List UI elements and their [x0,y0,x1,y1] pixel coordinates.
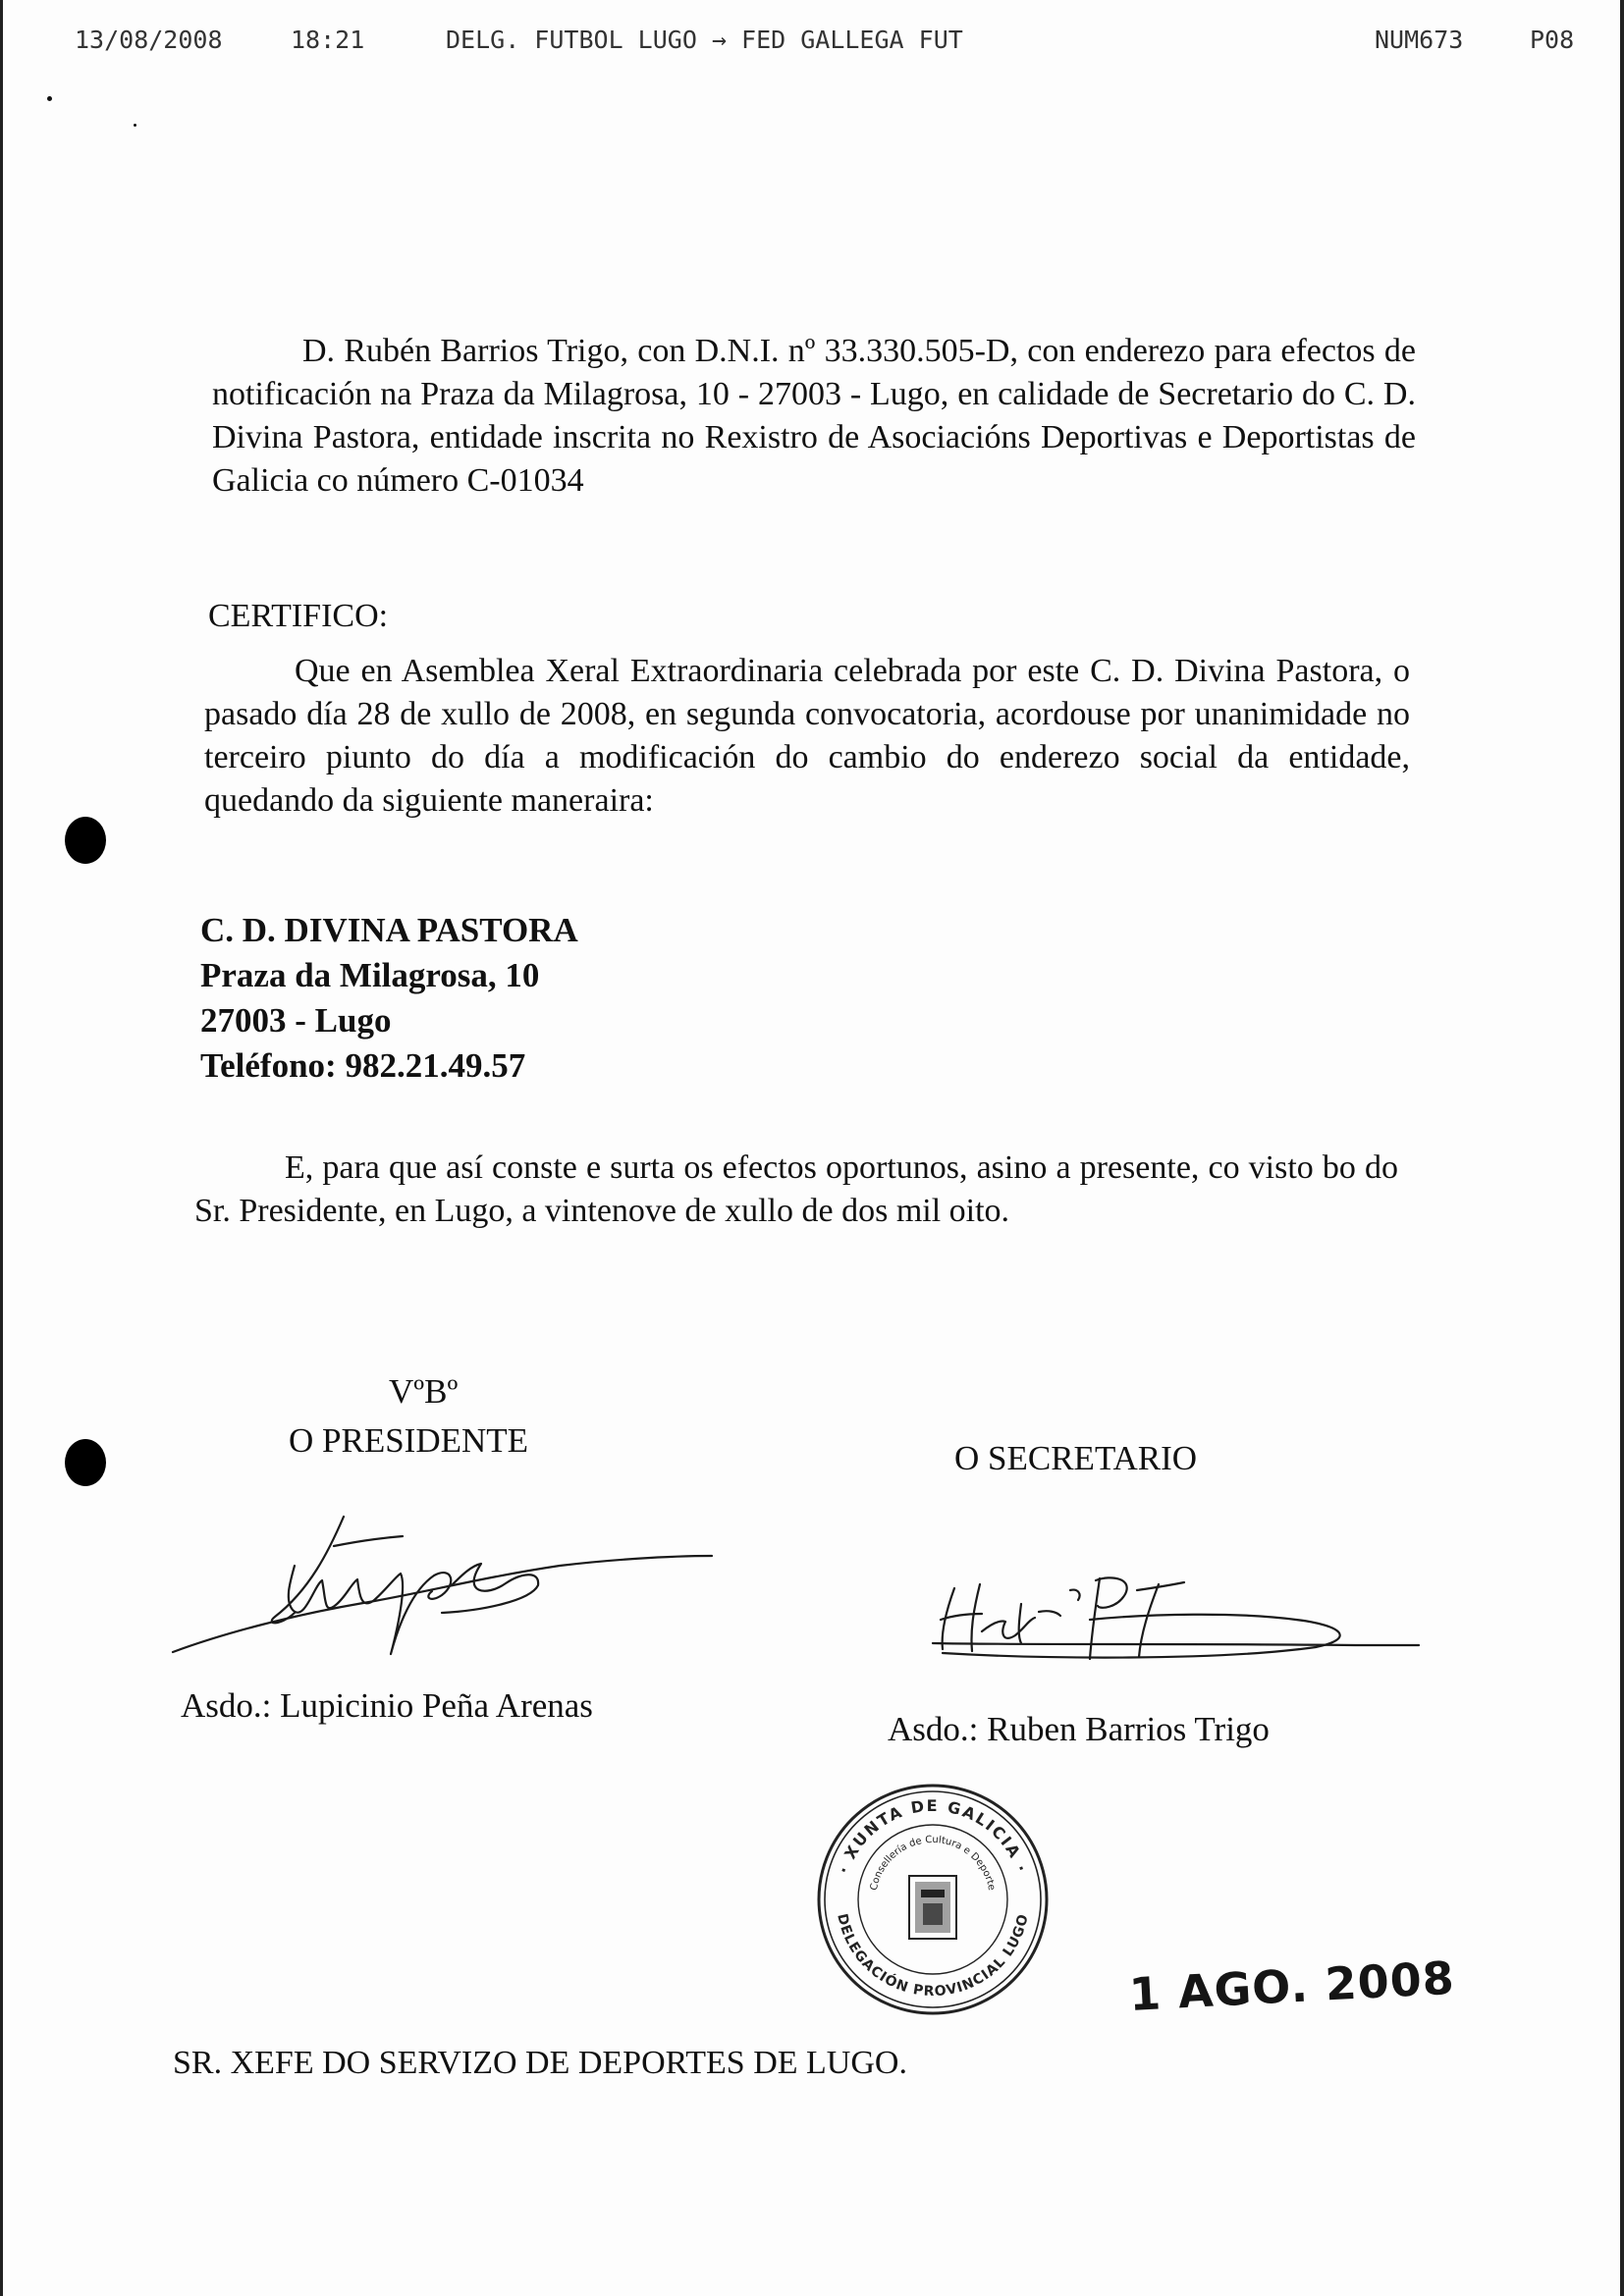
scan-speck [47,96,52,101]
president-signature [167,1507,717,1664]
certifico-heading: CERTIFICO: [208,598,389,634]
certifico-paragraph: Que en Asemblea Xeral Extraordinaria celebrada por este C. D. Divina Pastora, o pasado día 28 de xullo de 2008, en segunda convocatoria, acordouse por unanimidade no terceiro piunto do día a modificación do cambio do enderezo social da entidade, quedando da siguiente maneraira: [204,653,1410,819]
addressee-footer: SR. XEFE DO SERVIZO DE DEPORTES DE LUGO. [173,2045,907,2081]
received-date-stamp: 1 AGO. 2008 [1127,1950,1456,2021]
closing-paragraph: E, para que así conste e surta os efectos oportunos, asino a presente, co visto bo do Sr. Presidente, en Lugo, a vintenove de xullo de dos mil oito. [194,1149,1398,1229]
secretary-signature [923,1561,1424,1679]
svg-text:Consellería de Cultura e Depor: Consellería de Cultura e Deporte [868,1834,998,1892]
fax-number: NUM673 [1375,26,1464,54]
intro-paragraph: D. Rubén Barrios Trigo, con D.N.I. nº 33.330.505-D, con enderezo para efectos de notificación na Praza da Milagrosa, 10 - 27003 - Lugo, en calidade de Secretario do C. D. Divina Pastora, entidade inscrita no Rexistro de Asociacións Deportivas e Deportistas de Galicia co número C-01034 [212,333,1416,499]
fax-time: 18:21 [291,26,365,54]
fax-page: P08 [1530,26,1575,54]
address-city: 27003 - Lugo [200,1001,392,1040]
scan-speck [134,124,136,127]
svg-text:DELEGACIÓN PROVINCIAL LUGO: DELEGACIÓN PROVINCIAL LUGO [834,1912,1032,2001]
secretary-title: O SECRETARIO [954,1439,1198,1477]
secretary-name: Asdo.: Ruben Barrios Trigo [888,1710,1270,1748]
svg-text:· XUNTA DE GALICIA ·: · XUNTA DE GALICIA · [834,1795,1032,1877]
president-title: O PRESIDENTE [289,1421,529,1460]
scan-edge-left [0,0,3,2296]
official-seal [815,1782,1051,2017]
address-street: Praza da Milagrosa, 10 [200,956,540,994]
fax-route: DELG. FUTBOL LUGO → FED GALLEGA FUT [446,26,963,54]
scan-edge-right [1620,0,1624,2296]
address-club-name: C. D. DIVINA PASTORA [200,911,578,949]
punch-hole [65,1439,106,1486]
president-name: Asdo.: Lupicinio Peña Arenas [181,1686,593,1725]
punch-hole [65,817,106,864]
address-phone: Teléfono: 982.21.49.57 [200,1046,526,1085]
fax-date: 13/08/2008 [75,26,223,54]
vobo-label: VºBº [389,1372,459,1411]
